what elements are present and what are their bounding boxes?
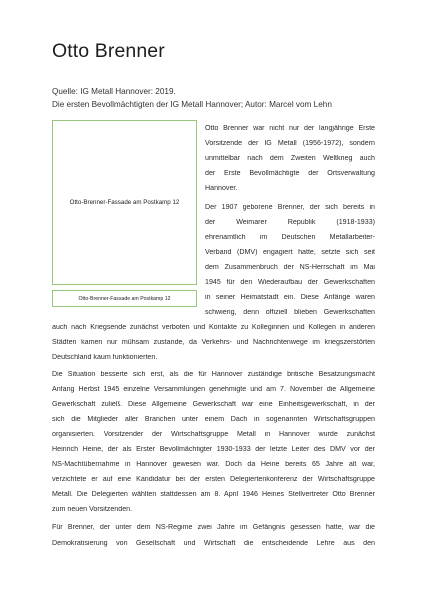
paragraph-3-line: sich die Mitglieder aller Branchen unter einem Dach in sogenannten Wirtschaftsgruppen — [52, 416, 375, 423]
paragraph-3-line: NS-Machtübernahme in Hannover gewesen war. Doch da Heine bereits 65 Jahre alt war, — [52, 461, 375, 468]
paragraph-2-line: der Weimarer Republik (1918-1933) — [205, 219, 375, 226]
paragraph-1-line: Vorsitzende der IG Metall (1956-1972), sondern — [205, 140, 375, 147]
paragraph-2-line: dem Zusammenbruch der NS-Herrschaft im Mai — [205, 264, 375, 271]
paragraph-3-line: Heinrich Heine, der als Erster Bevollmächtigter 1930-1933 der letzte Leiter des DMV vor der — [52, 446, 375, 453]
paragraph-3-line: Metall. Die Delegierten wählten stattdessen am 8. April 1946 Heines Stellvertreter Otto Brenner — [52, 491, 375, 498]
figure-caption — [52, 290, 197, 307]
paragraph-1-line: der Erste Bevollmächtigte der Ortsverwaltung — [205, 170, 375, 177]
paragraph-1-line: Hannover. — [205, 185, 238, 192]
paragraph-3-line: organisierten. Vorsitzender der Wirtschaftsgruppe Metall in Hannover wurde zunächst — [52, 431, 375, 438]
paragraph-2-line: schwierig, denn offiziell blieben Gewerkschaften — [205, 309, 375, 316]
page-title: Otto Brenner — [52, 40, 165, 62]
figure-image — [52, 120, 197, 285]
paragraph-4-line: Für Brenner, der unter dem NS-Regime zwei Jahre im Gefängnis gesessen hatte, war die — [52, 524, 375, 531]
paragraph-3-line: Anfang Herbst 1945 einzelne Versammlungen genehmigte und am 7. November die Allgemeine — [52, 386, 375, 393]
paragraph-1-line: unmittelbar nach dem Zweiten Weltkrieg auch — [205, 155, 375, 162]
source-line: Quelle: IG Metall Hannover: 2019. — [52, 87, 176, 96]
paragraph-3-line: Gewerkschaft zuließ. Diese Allgemeine Gewerkschaft war eine Einheitsgewerkschaft, in der — [52, 401, 375, 408]
paragraph-2-line: Verband (DMV) engagiert hatte, setzte sich seit — [205, 249, 375, 256]
paragraph-3-line: zum neuen Vorsitzenden. — [52, 506, 133, 513]
paragraph-2-line: in seiner Heimatstadt ein. Diese Anfänge waren — [205, 294, 375, 301]
figure-image-label: Otto-Brenner-Fassade am Postkamp 12 — [69, 199, 180, 206]
paragraph-3-line: Die Situation besserte sich erst, als die für Hannover zuständige britische Besatzungsmacht — [52, 371, 375, 378]
paragraph-2-line: 1945 für den Wiederaufbau der Gewerkschaften — [205, 279, 375, 286]
paragraph-4-line: Demokratisierung von Gesellschaft und Wirtschaft die entscheidende Lehre aus den — [52, 540, 375, 547]
paragraph-2-line: auch nach Kriegsende zunächst verboten und Kontakte zu Kolleginnen und Kollegen in anderen — [52, 324, 375, 331]
byline: Die ersten Bevollmächtigten der IG Metall Hannover; Autor: Marcel vom Lehn — [52, 100, 332, 109]
paragraph-2-line: Deutschland kaum funktionierten. — [52, 354, 158, 361]
paragraph-2-line: Städten kamen nur mühsam zustande, da Verkehrs- und Nachrichtenwege im kriegszerstörten — [52, 339, 375, 346]
figure-caption-text: Otto-Brenner-Fassade am Postkamp 12 — [78, 295, 171, 302]
paragraph-3-line: verzichtete er auf eine Kandidatur bei der ersten Delegiertenkonferenz der Wirtschaftsgruppe — [52, 476, 375, 483]
paragraph-2-line: ehrenamtlich im Deutschen Metallarbeiter- — [205, 234, 375, 241]
paragraph-1-line: Otto Brenner war nicht nur der langjährige Erste — [205, 125, 375, 132]
paragraph-2-line: Der 1907 geborene Brenner, der sich bereits in — [205, 204, 375, 211]
